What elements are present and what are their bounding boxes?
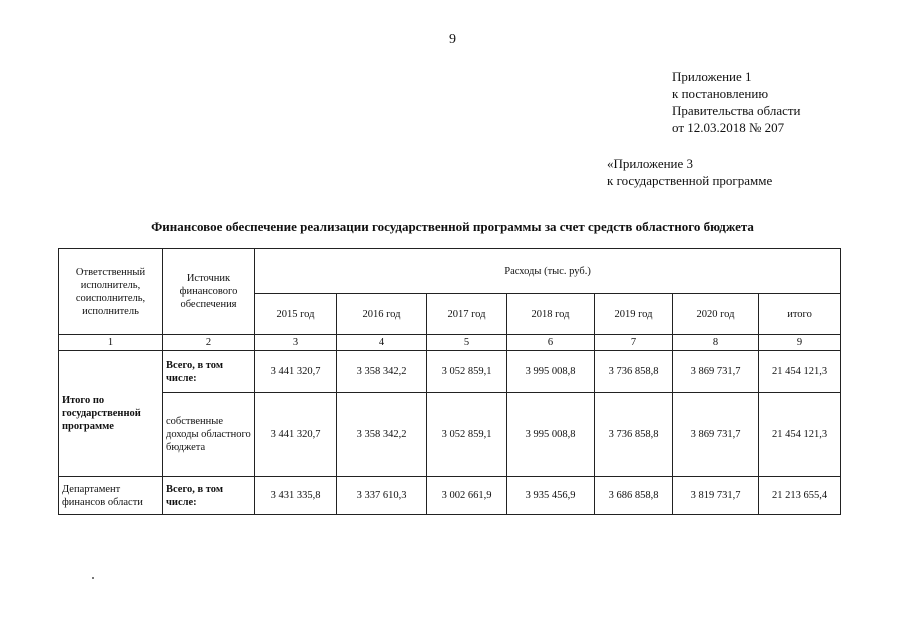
source-cell: собственные доходы областного бюджета xyxy=(163,393,255,477)
column-number: 6 xyxy=(507,335,595,351)
header-total: итого xyxy=(759,294,841,335)
column-number: 1 xyxy=(59,335,163,351)
header-year: 2015 год xyxy=(255,294,337,335)
column-number: 4 xyxy=(337,335,427,351)
value-cell: 3 819 731,7 xyxy=(673,477,759,515)
total-cell: 21 213 655,4 xyxy=(759,477,841,515)
appendix-1-line: к постановлению xyxy=(672,86,769,101)
document-title: Финансовое обеспечение реализации государственной программы за счет средств областного бюджета xyxy=(151,219,754,234)
header-year: 2019 год xyxy=(595,294,673,335)
header-expenses: Расходы (тыс. руб.) xyxy=(255,249,841,294)
table-row xyxy=(59,351,841,393)
appendix-1-line: от 12.03.2018 № 207 xyxy=(672,120,785,135)
value-cell: 3 431 335,8 xyxy=(255,477,337,515)
appendix-3-line: «Приложение 3 xyxy=(607,156,694,171)
header-year: 2016 год xyxy=(337,294,427,335)
responsible-cell: Департамент финансов области xyxy=(59,477,163,515)
value-cell: 3 358 342,2 xyxy=(337,393,427,477)
appendix-1-line: Приложение 1 xyxy=(672,69,752,84)
responsible-cell: Итого по государственной программе xyxy=(59,351,163,477)
total-cell: 21 454 121,3 xyxy=(759,351,841,393)
header-source: Источник финансового обеспечения xyxy=(163,249,255,335)
value-cell: 3 686 858,8 xyxy=(595,477,673,515)
table-row xyxy=(59,477,841,515)
column-number: 2 xyxy=(163,335,255,351)
page-number: 9 xyxy=(449,32,456,47)
column-number: 7 xyxy=(595,335,673,351)
column-number: 8 xyxy=(673,335,759,351)
value-cell: 3 358 342,2 xyxy=(337,351,427,393)
value-cell: 3 935 456,9 xyxy=(507,477,595,515)
appendix-3-line: к государственной программе xyxy=(607,173,773,188)
appendix-3-block xyxy=(607,155,772,189)
value-cell: 3 002 661,9 xyxy=(427,477,507,515)
column-number: 9 xyxy=(759,335,841,351)
header-year: 2018 год xyxy=(507,294,595,335)
value-cell: 3 052 859,1 xyxy=(427,393,507,477)
value-cell: 3 736 858,8 xyxy=(595,351,673,393)
value-cell: 3 441 320,7 xyxy=(255,393,337,477)
header-year: 2020 год xyxy=(673,294,759,335)
value-cell: 3 337 610,3 xyxy=(337,477,427,515)
value-cell: 3 995 008,8 xyxy=(507,351,595,393)
source-cell: Всего, в том числе: xyxy=(163,351,255,393)
scan-speck xyxy=(92,577,94,579)
source-cell: Всего, в том числе: xyxy=(163,477,255,515)
table-row xyxy=(59,393,841,477)
financing-table xyxy=(58,248,841,515)
value-cell: 3 736 858,8 xyxy=(595,393,673,477)
value-cell: 3 995 008,8 xyxy=(507,393,595,477)
value-cell: 3 869 731,7 xyxy=(673,393,759,477)
appendix-1-block xyxy=(672,68,801,136)
total-cell: 21 454 121,3 xyxy=(759,393,841,477)
column-number: 5 xyxy=(427,335,507,351)
value-cell: 3 052 859,1 xyxy=(427,351,507,393)
appendix-1-line: Правительства области xyxy=(672,103,801,118)
value-cell: 3 441 320,7 xyxy=(255,351,337,393)
column-number: 3 xyxy=(255,335,337,351)
header-year: 2017 год xyxy=(427,294,507,335)
value-cell: 3 869 731,7 xyxy=(673,351,759,393)
header-responsible: Ответственный исполнитель, соисполнитель, исполнитель xyxy=(59,249,163,335)
